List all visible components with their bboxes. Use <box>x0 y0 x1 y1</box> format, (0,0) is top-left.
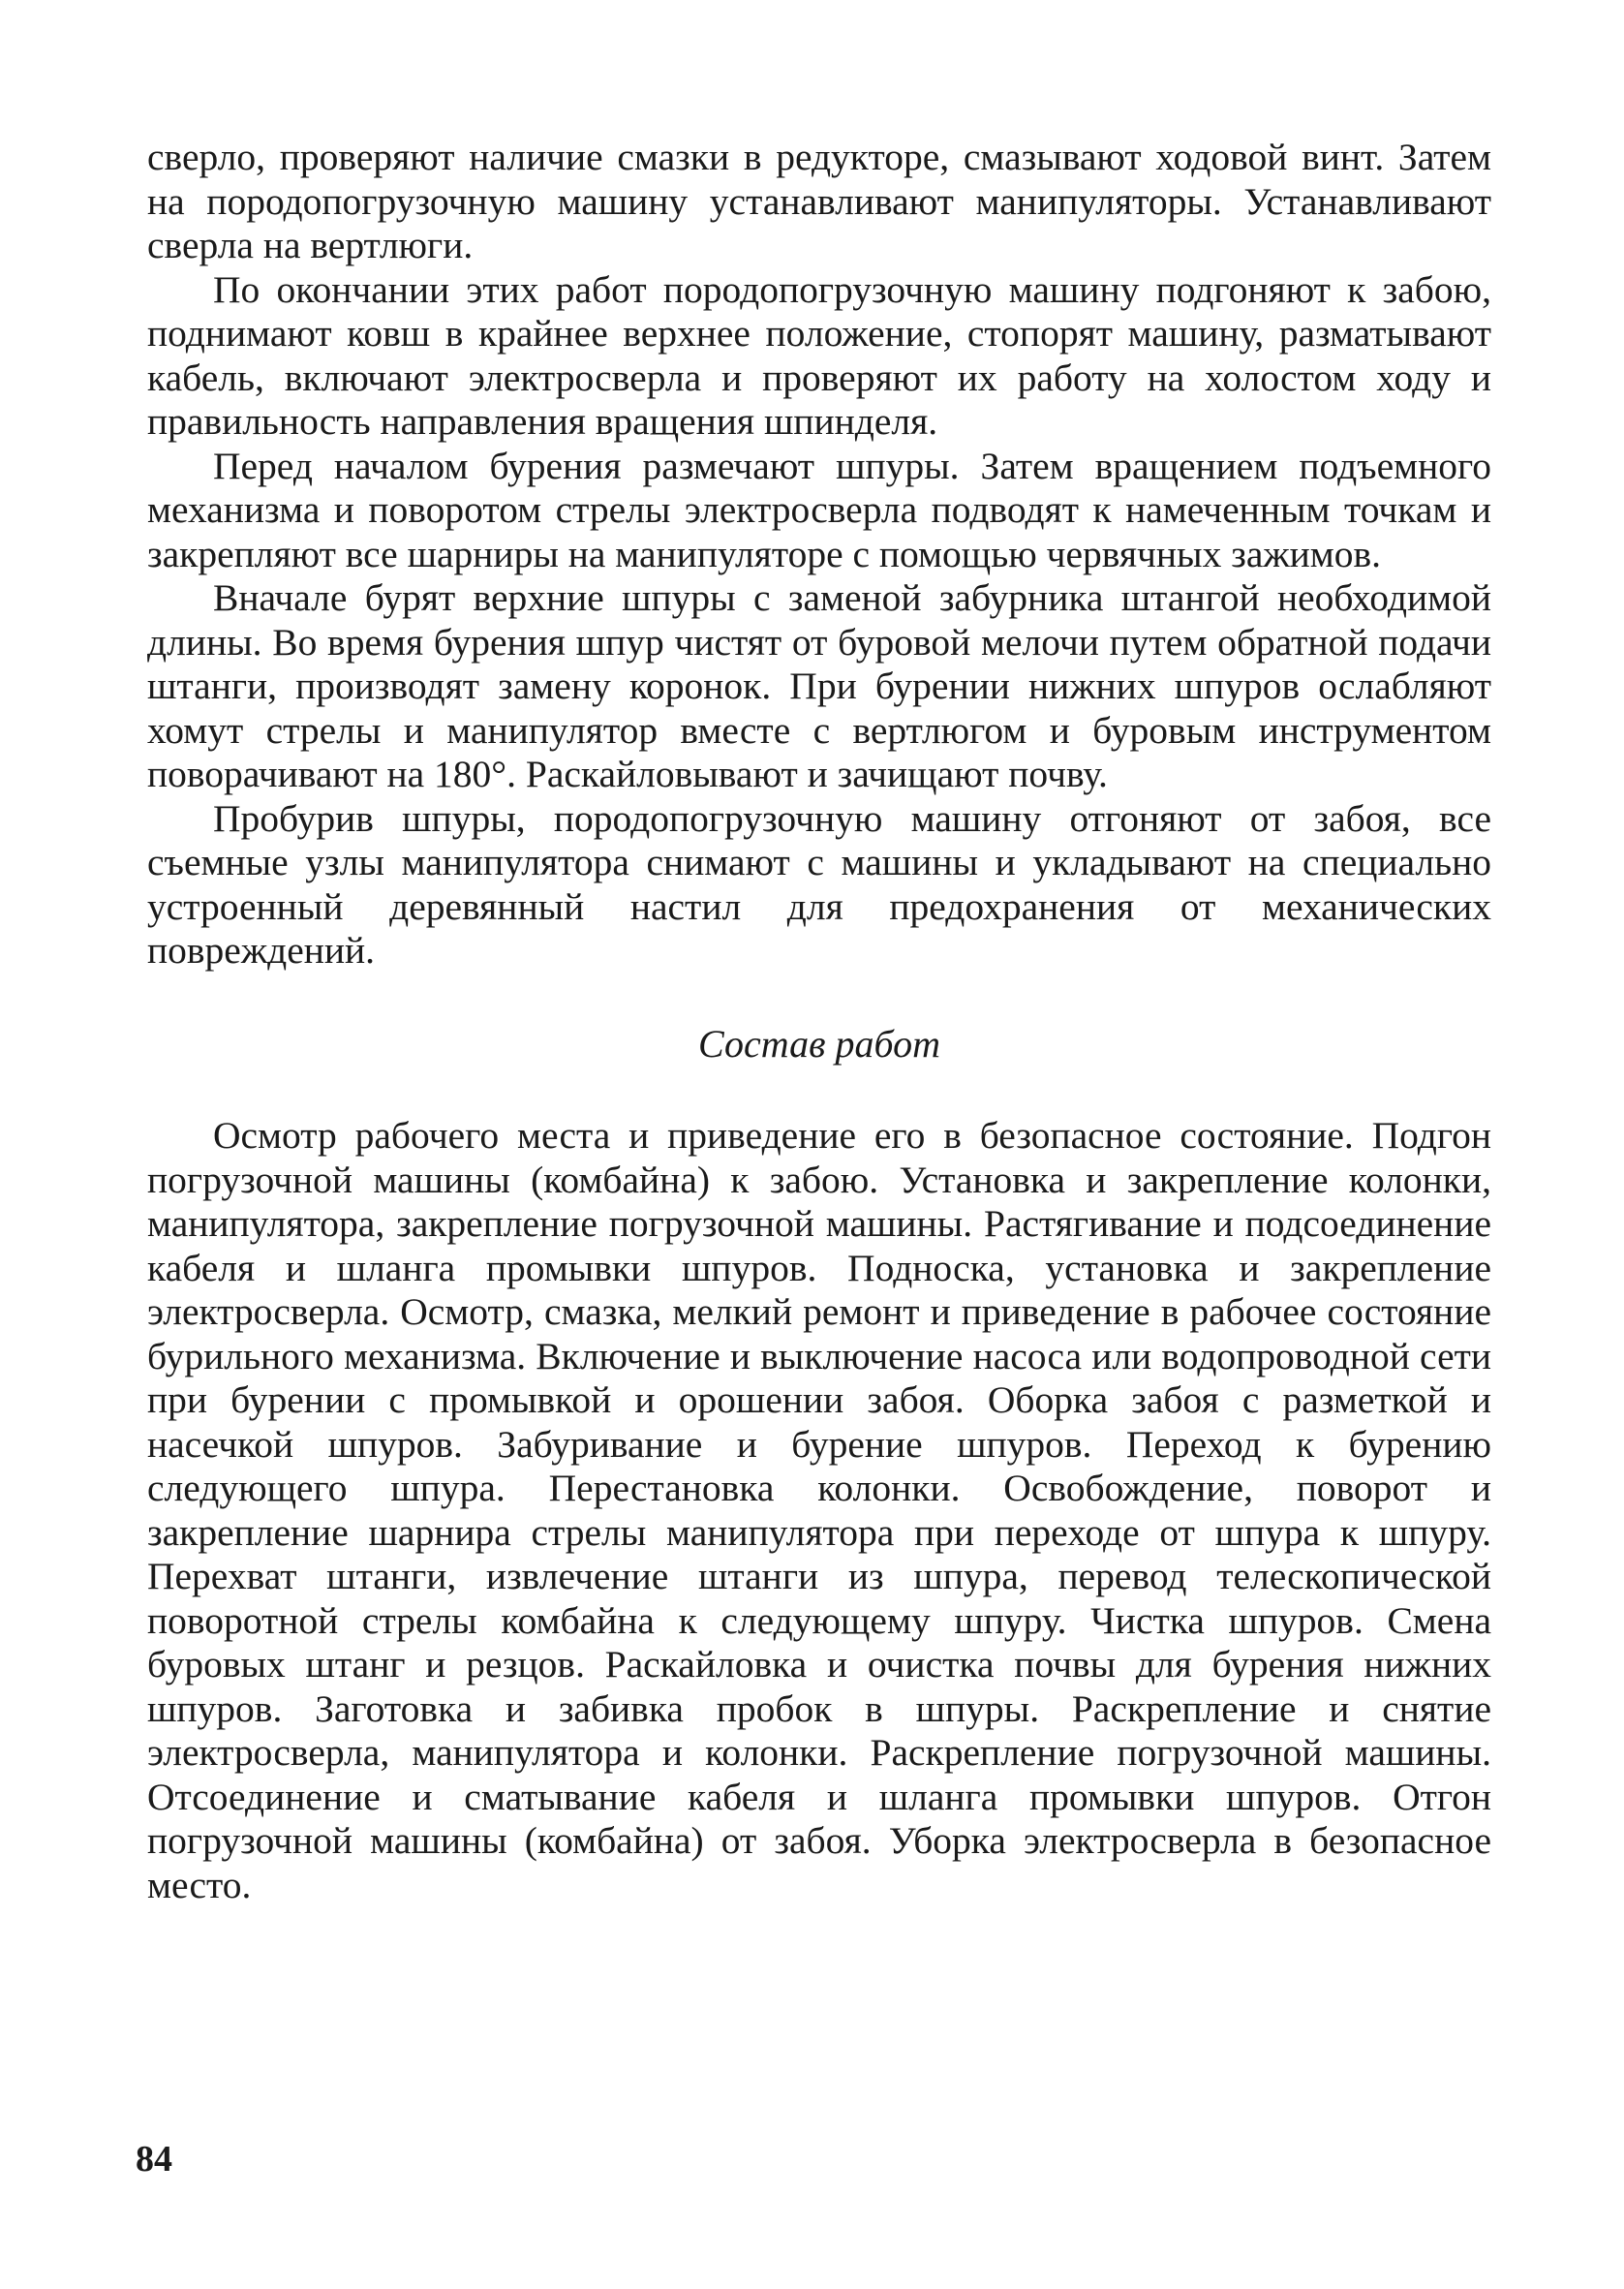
paragraph-1: сверло, проверяют наличие смазки в редукторе, смазывают ходовой винт. Затем на породопогрузочную машину устанавливают манипуляторы. Устанавливают сверла на вертлюги. <box>147 136 1491 266</box>
page-number: 84 <box>136 2139 172 2180</box>
section-heading: Состав работ <box>698 1021 940 1066</box>
paragraph-4: Вначале бурят верхние шпуры с заменой забурника штангой необходимой длины. Во время бурения шпур чистят от буровой мелочи путем обратной подачи штанги, производят замену коронок. При бурении нижних шпуров ослабляют хомут стрелы и манипулятор вместе с вертлюгом и буровым инструментом поворачивают на 180°. Раскайловывают и зачищают почву. <box>147 576 1491 795</box>
body-text <box>147 136 1491 1907</box>
paragraph-3: Перед началом бурения размечают шпуры. Затем вращением подъемного механизма и поворотом стрелы электросверла подводят к намеченным точкам и закрепляют все шарниры на манипуляторе с помощью червячных зажимов. <box>147 444 1491 575</box>
paragraph-5: Пробурив шпуры, породопогрузочную машину отгоняют от забоя, все съемные узлы манипулятора снимают с машины и укладывают на специально устроенный деревянный настил для предохранения от механических повреждений. <box>147 796 1491 972</box>
paragraph-6: Осмотр рабочего места и приведение его в безопасное состояние. Подгон погрузочной машины (комбайна) к забою. Установка и закрепление колонки, манипулятора, закрепление погрузочной машины. Растягивание и подсоединение кабеля и шланга промывки шпуров. Подноска, установка и закрепление электросверла. Осмотр, смазка, мелкий ремонт и приведение в рабочее состояние бурильного механизма. Включение и выключение насоса или водопроводной сети при бурении с промывкой и орошении забоя. Оборка забоя с разметкой и насечкой шпуров. Забуривание и бурение шпуров. Переход к бурению следующего шпура. Перестановка колонки. Освобождение, поворот и закрепление шарнира стрелы манипулятора при переходе от шпура к шпуру. Перехват штанги, извлечение штанги из шпура, перевод телескопической поворотной стрелы комбайна к следующему шпуру. Чистка шпуров. Смена буровых штанг и резцов. Раскайловка и очистка почвы для бурения нижних шпуров. Заготовка и забивка пробок в шпуры. Раскрепление и снятие электросверла, манипулятора и колонки. Раскрепление погрузочной машины. Отсоединение и сматывание кабеля и шланга промывки шпуров. Отгон погрузочной машины (комбайна) от забоя. Уборка электросверла в безопасное место. <box>147 1114 1491 1906</box>
paragraph-2: По окончании этих работ породопогрузочную машину подгоняют к забою, поднимают ковш в крайнее верхнее положение, стопорят машину, разматывают кабель, включают электросверла и проверяют их работу на холостом ходу и правильность направления вращения шпинделя. <box>147 267 1491 443</box>
